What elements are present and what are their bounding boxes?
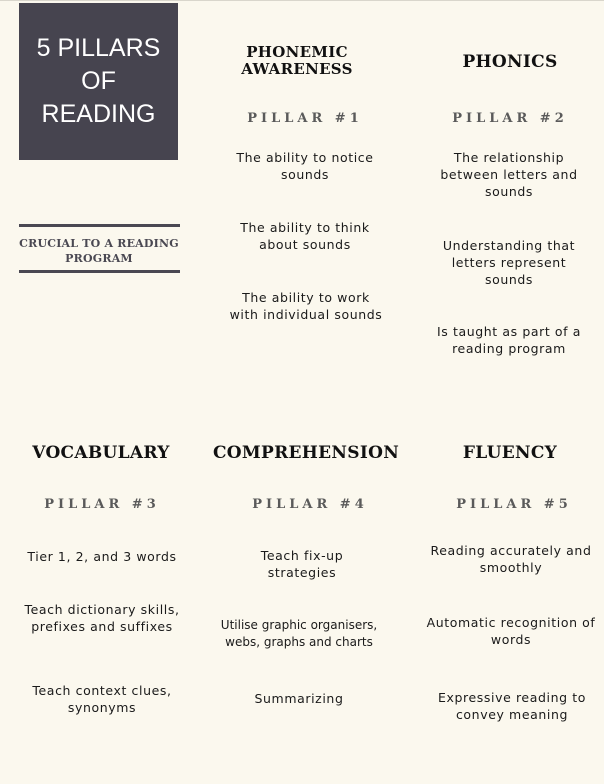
title-block (19, 3, 178, 160)
pillar-2-label: PILLAR #2 (452, 111, 568, 126)
subtitle: CRUCIAL TO A READING PROGRAM (19, 237, 179, 265)
pillar-2-item-1: The relationship between letters and sounds (440, 150, 578, 199)
pillar-3-item-1: Tier 1, 2, and 3 words (27, 549, 177, 564)
pillar-3-item-2: Teach dictionary skills, prefixes and suffixes (24, 602, 180, 634)
pillar-4-label: PILLAR #4 (252, 497, 368, 512)
pillar-3-label: PILLAR #3 (44, 497, 160, 512)
title-line-2: OF (81, 67, 116, 95)
pillar-1-label: PILLAR #1 (247, 111, 363, 126)
pillar-4-heading: COMPREHENSION (212, 443, 400, 463)
title-line-1: 5 PILLARS (36, 34, 161, 62)
subtitle-rule-top (19, 224, 180, 227)
pillar-5-item-2: Automatic recognition of words (426, 615, 596, 647)
pillar-2-item-3: Is taught as part of a reading program (436, 324, 582, 356)
pillar-4-item-2: Utilise graphic organisers, webs, graphs and charts (220, 618, 378, 649)
pillar-2-item-2: Understanding that letters represent sounds (442, 238, 576, 287)
pillar-5-item-3: Expressive reading to convey meaning (438, 690, 586, 722)
pillar-4-item-1: Teach fix-up strategies (260, 548, 344, 580)
pillar-1-item-3: The ability to work with individual sounds (229, 290, 383, 322)
pillar-3-item-3: Teach context clues, synonyms (32, 683, 172, 715)
pillar-2-heading: PHONICS (462, 52, 558, 72)
pillar-3-heading: VOCABULARY (32, 443, 170, 463)
pillar-1-heading: PHONEMIC AWARENESS (241, 43, 353, 78)
pillar-5-label: PILLAR #5 (456, 497, 572, 512)
pillar-1-item-2: The ability to think about sounds (240, 220, 370, 252)
pillar-5-item-1: Reading accurately and smoothly (430, 543, 592, 575)
top-divider (0, 0, 604, 1)
pillar-1-item-1: The ability to notice sounds (236, 150, 374, 182)
subtitle-rule-bottom (19, 270, 180, 273)
title-line-3: READING (41, 100, 156, 128)
pillar-5-heading: FLUENCY (462, 443, 558, 463)
pillar-4-item-3: Summarizing (254, 691, 344, 706)
